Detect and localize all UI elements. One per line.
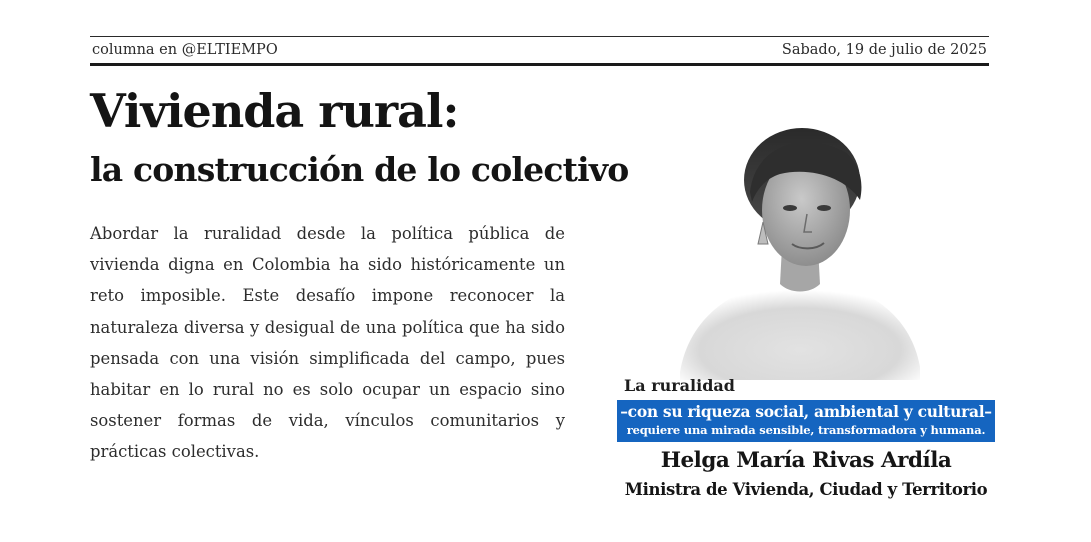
quote-highlight-box	[617, 400, 995, 442]
quote-lead: La ruralidad	[624, 376, 735, 395]
article-body: Abordar la ruralidad desde la política pública de vivienda digna en Colombia ha sido históricamente un reto imposible. Este desafío impone reconocer la naturaleza diversa y desigual de una política que ha sido pensada con una visión simplificada del campo, pues habitar en lo rural no es solo ocupar un espacio sino sostener formas de vida, vínculos comunitarios y prácticas colectivas.	[90, 224, 565, 462]
masthead-bar	[90, 36, 989, 66]
quote-highlight: –con su riqueza social, ambiental y cultural–	[620, 402, 992, 421]
quote-rest: requiere una mirada sensible, transformadora y humana.	[626, 423, 986, 437]
publication-date: Sabado, 19 de julio de 2025	[781, 42, 987, 58]
author-role: Ministra de Vivienda, Ciudad y Territorio	[624, 480, 988, 499]
article-title: Vivienda rural:	[90, 84, 459, 138]
column-label: columna en @ELTIEMPO	[92, 42, 278, 58]
author-portrait	[680, 122, 920, 380]
article-subtitle: la construcción de lo colectivo	[90, 150, 629, 189]
author-name: Helga María Rivas Ardíla	[660, 448, 952, 473]
